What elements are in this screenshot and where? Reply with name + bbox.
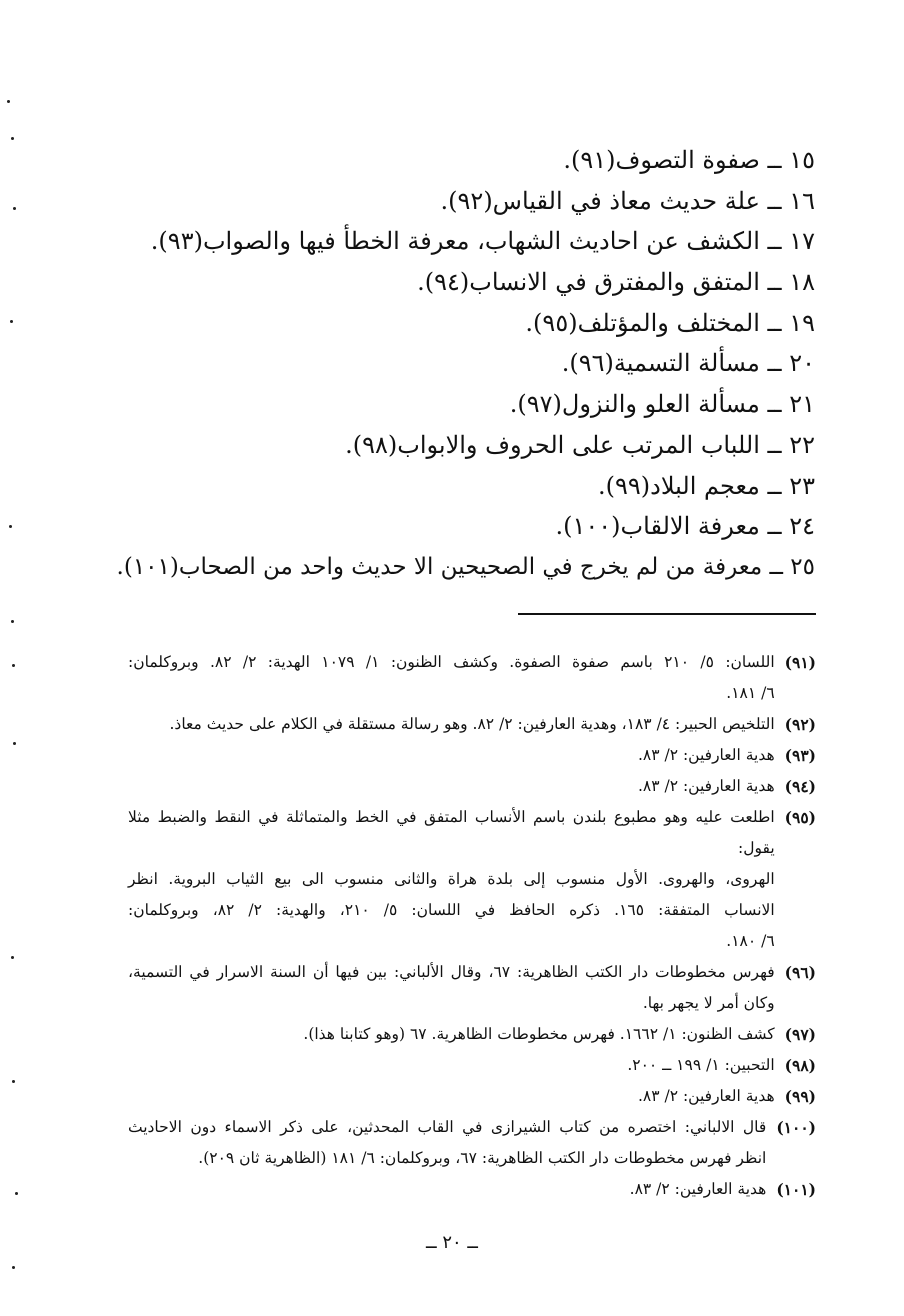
- footnote: [128, 740, 816, 771]
- scan-speck: [12, 1266, 15, 1269]
- scan-speck: [12, 664, 15, 667]
- work-list: [110, 140, 815, 588]
- footnote-number: (١٠٠): [776, 1118, 816, 1137]
- footnote-line: اطلعت عليه وهو مطبوع بلندن باسم الأنساب المتفق في الخط والمتماثلة في النقط والضبط مثلا يقول:: [128, 808, 775, 857]
- footnote-text: [128, 1112, 766, 1174]
- footnote-line: وكان أمر لا يجهر بها.: [642, 994, 775, 1012]
- footnote-line: انظر فهرس مخطوطات دار الكتب الظاهرية: ٦٧، وبروكلمان: ٦/ ١٨١ (الظاهرية ثان ٢٠٩).: [198, 1149, 767, 1167]
- list-item: ٢٢ ــ اللباب المرتب على الحروف والابواب(٩٨).: [345, 430, 815, 459]
- footnote-number: (١٠١): [776, 1180, 816, 1199]
- footnote-line: التحبين: ١/ ١٩٩ ــ ٢٠٠.: [627, 1056, 775, 1074]
- list-item: ١٩ ــ المختلف والمؤتلف(٩٥).: [525, 308, 815, 337]
- scan-speck: [13, 207, 16, 210]
- footnote: [128, 1112, 816, 1174]
- footnote-text: [128, 709, 775, 740]
- footnotes: [128, 647, 816, 1205]
- footnote-line: اللسان: ٥/ ٢١٠ باسم صفوة الصفوة. وكشف الظنون: ١/ ١٠٧٩ الهدية: ٢/ ٨٢. وبروكلمان:: [128, 653, 775, 671]
- list-item: ١٥ ــ صفوة التصوف(٩١).: [563, 146, 815, 174]
- footnote-number: (٩٩): [784, 1087, 816, 1106]
- footnote-text: [128, 740, 775, 771]
- scan-speck: [9, 525, 12, 528]
- footnote-number: (٩٥): [784, 808, 816, 827]
- footnote-number: (٩٦): [784, 963, 816, 982]
- footnote-line: هدية العارفين: ٢/ ٨٣.: [637, 1087, 775, 1105]
- scan-speck: [11, 137, 14, 140]
- footnote-text: [128, 1050, 775, 1081]
- list-item: ٢١ ــ مسألة العلو والنزول(٩٧).: [509, 390, 815, 419]
- footnote-text: [128, 1019, 775, 1050]
- footnote-line: الانساب المتفقة: ١٦٥. ذكره الحافظ في اللسان: ٥/ ٢١٠، والهدية: ٢/ ٨٢، وبروكلمان:: [128, 901, 775, 919]
- footnote-text: [128, 771, 775, 802]
- scan-speck: [11, 620, 14, 623]
- footnote-number: (٩٣): [784, 746, 816, 765]
- list-item: ٢٤ ــ معرفة الالقاب(١٠٠).: [555, 512, 815, 541]
- list-item: ١٧ ــ الكشف عن احاديث الشهاب، معرفة الخطأ فيها والصواب(٩٣).: [150, 227, 815, 256]
- footnote-line: فهرس مخطوطات دار الكتب الظاهرية: ٦٧، وقال الألباني: بين فيها أن السنة الاسرار في التسمية،: [128, 963, 775, 981]
- footnote-line: ٦/ ١٨٠.: [726, 932, 775, 950]
- footnote-number: (٩٤): [784, 777, 816, 796]
- list-item: ٢٣ ــ معجم البلاد(٩٩).: [597, 471, 815, 500]
- footnote: [128, 1174, 816, 1205]
- footnote-line: التلخيص الحبير: ٤/ ١٨٣، وهدية العارفين: ٢/ ٨٢. وهو رسالة مستقلة في الكلام على حديث معاذ.: [169, 715, 775, 733]
- footnote: [128, 1050, 816, 1081]
- footnote-line: قال الالباني: اختصره من كتاب الشيرازى في القاب المحدثين، على ذكر الاسماء دون الاحاديث: [128, 1118, 767, 1136]
- footnote: [128, 1019, 816, 1050]
- list-item: ١٨ ــ المتفق والمفترق في الانساب(٩٤).: [417, 268, 815, 297]
- footnote-number: (٩٨): [784, 1056, 816, 1075]
- footnote-divider: [518, 613, 816, 615]
- footnote-text: [128, 647, 775, 709]
- scan-speck: [7, 100, 10, 103]
- list-item: ٢٥ ــ معرفة من لم يخرج في الصحيحين الا حديث واحد من الصحاب(١٠١).: [116, 553, 815, 580]
- footnote-number: (٩٢): [784, 715, 816, 734]
- footnote-line: ٦/ ١٨١.: [726, 684, 775, 702]
- list-item: ٢٠ ــ مسألة التسمية(٩٦).: [561, 349, 815, 378]
- footnote-line: هدية العارفين: ٢/ ٨٣.: [629, 1180, 767, 1198]
- footnote-line: كشف الظنون: ١/ ١٦٦٢. فهرس مخطوطات الظاهرية. ٦٧ (وهو كتابنا هذا).: [303, 1025, 775, 1043]
- scan-speck: [11, 956, 14, 959]
- scan-speck: [15, 1192, 18, 1195]
- footnote: [128, 771, 816, 802]
- footnote: [128, 709, 816, 740]
- scan-speck: [13, 742, 16, 745]
- footnote: [128, 1081, 816, 1112]
- footnote-text: [128, 957, 775, 1019]
- footnote-text: [128, 1174, 766, 1205]
- footnote-line: هدية العارفين: ٢/ ٨٣.: [637, 746, 775, 764]
- scan-speck: [12, 1080, 15, 1083]
- footnote-number: (٩٧): [784, 1025, 816, 1044]
- footnote-text: [128, 802, 775, 957]
- footnote: [128, 957, 816, 1019]
- footnote: [128, 802, 816, 957]
- footnote-line: هدية العارفين: ٢/ ٨٣.: [637, 777, 775, 795]
- footnote-line: الهروى، والهروى. الأول منسوب إلى بلدة هراة والثانى منسوب الى بيع الثياب البروية. انظر: [128, 870, 775, 888]
- footnote-text: [128, 1081, 775, 1112]
- footnote-number: (٩١): [784, 653, 816, 672]
- footnote: [128, 647, 816, 709]
- scan-speck: [10, 320, 13, 323]
- list-item: ١٦ ــ علة حديث معاذ في القياس(٩٢).: [440, 186, 815, 215]
- page-number: ــ ٢٠ ــ: [426, 1232, 478, 1253]
